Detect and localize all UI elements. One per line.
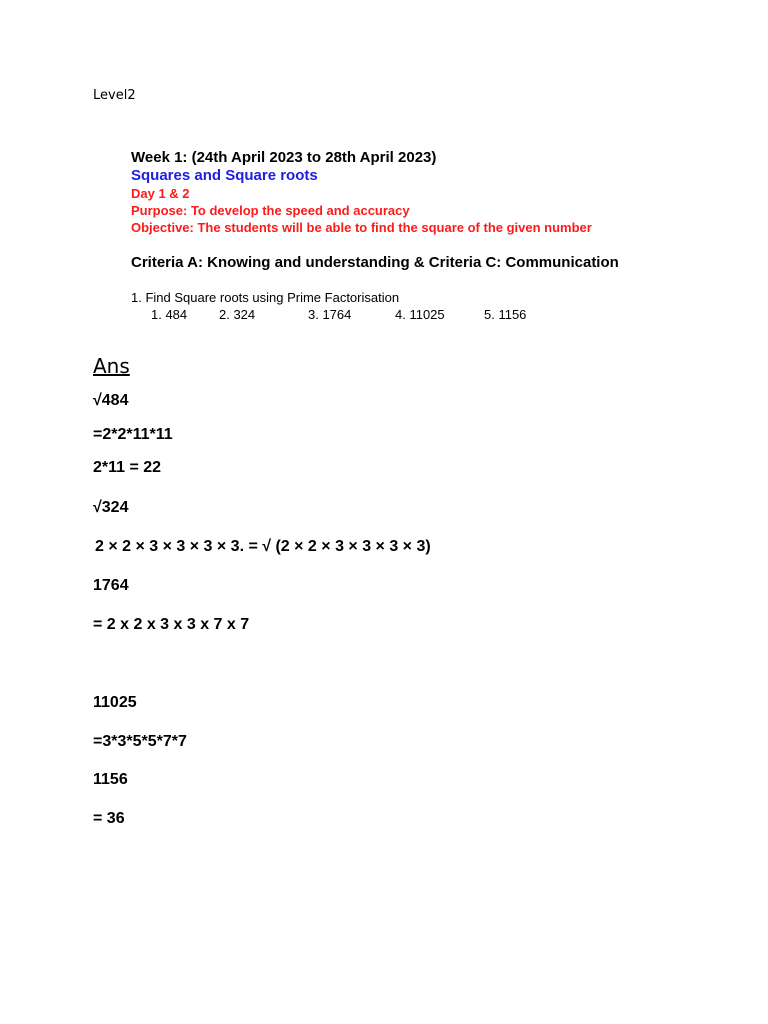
- worksheet-item: 3. 1764: [308, 307, 352, 322]
- worksheet-objective: Objective: The students will be able to find the square of the given number: [131, 220, 592, 235]
- answer-line: 11025: [93, 694, 137, 711]
- level-label: Level2: [93, 88, 136, 103]
- worksheet-item: 1. 484: [151, 307, 188, 322]
- worksheet-criteria: Criteria A: Knowing and understanding & Criteria C: Communication: [131, 254, 619, 271]
- answer-line: 1764: [93, 577, 129, 594]
- worksheet-item: 2. 324: [219, 307, 256, 322]
- worksheet-subject: Squares and Square roots: [131, 167, 318, 184]
- answer-line: 2*11 = 22: [93, 459, 162, 476]
- answer-line: 1156: [93, 771, 128, 788]
- answer-line: = 2 x 2 x 3 x 3 x 7 x 7: [93, 616, 250, 633]
- worksheet-item: 4. 11025: [395, 307, 445, 322]
- answer-line: √324: [93, 499, 129, 516]
- answer-line: = 36: [93, 810, 125, 827]
- worksheet-question: 1. Find Square roots using Prime Factorisation: [131, 290, 400, 305]
- worksheet-items: [131, 306, 691, 324]
- worksheet-week-title: Week 1: (24th April 2023 to 28th April 2023): [131, 149, 437, 166]
- answer-line: =2*2*11*11: [93, 426, 173, 443]
- answer-line: 2 × 2 × 3 × 3 × 3 × 3. = √ (2 × 2 × 3 × 3 × 3 × 3): [95, 538, 431, 555]
- worksheet-image: [131, 149, 691, 324]
- worksheet-day: Day 1 & 2: [131, 186, 190, 201]
- answer-line: √484: [93, 392, 129, 409]
- answer-line: =3*3*5*5*7*7: [93, 733, 187, 750]
- worksheet-purpose: Purpose: To develop the speed and accuracy: [131, 203, 410, 218]
- answers-heading: Ans: [93, 354, 130, 378]
- worksheet-item: 5. 1156: [484, 307, 527, 322]
